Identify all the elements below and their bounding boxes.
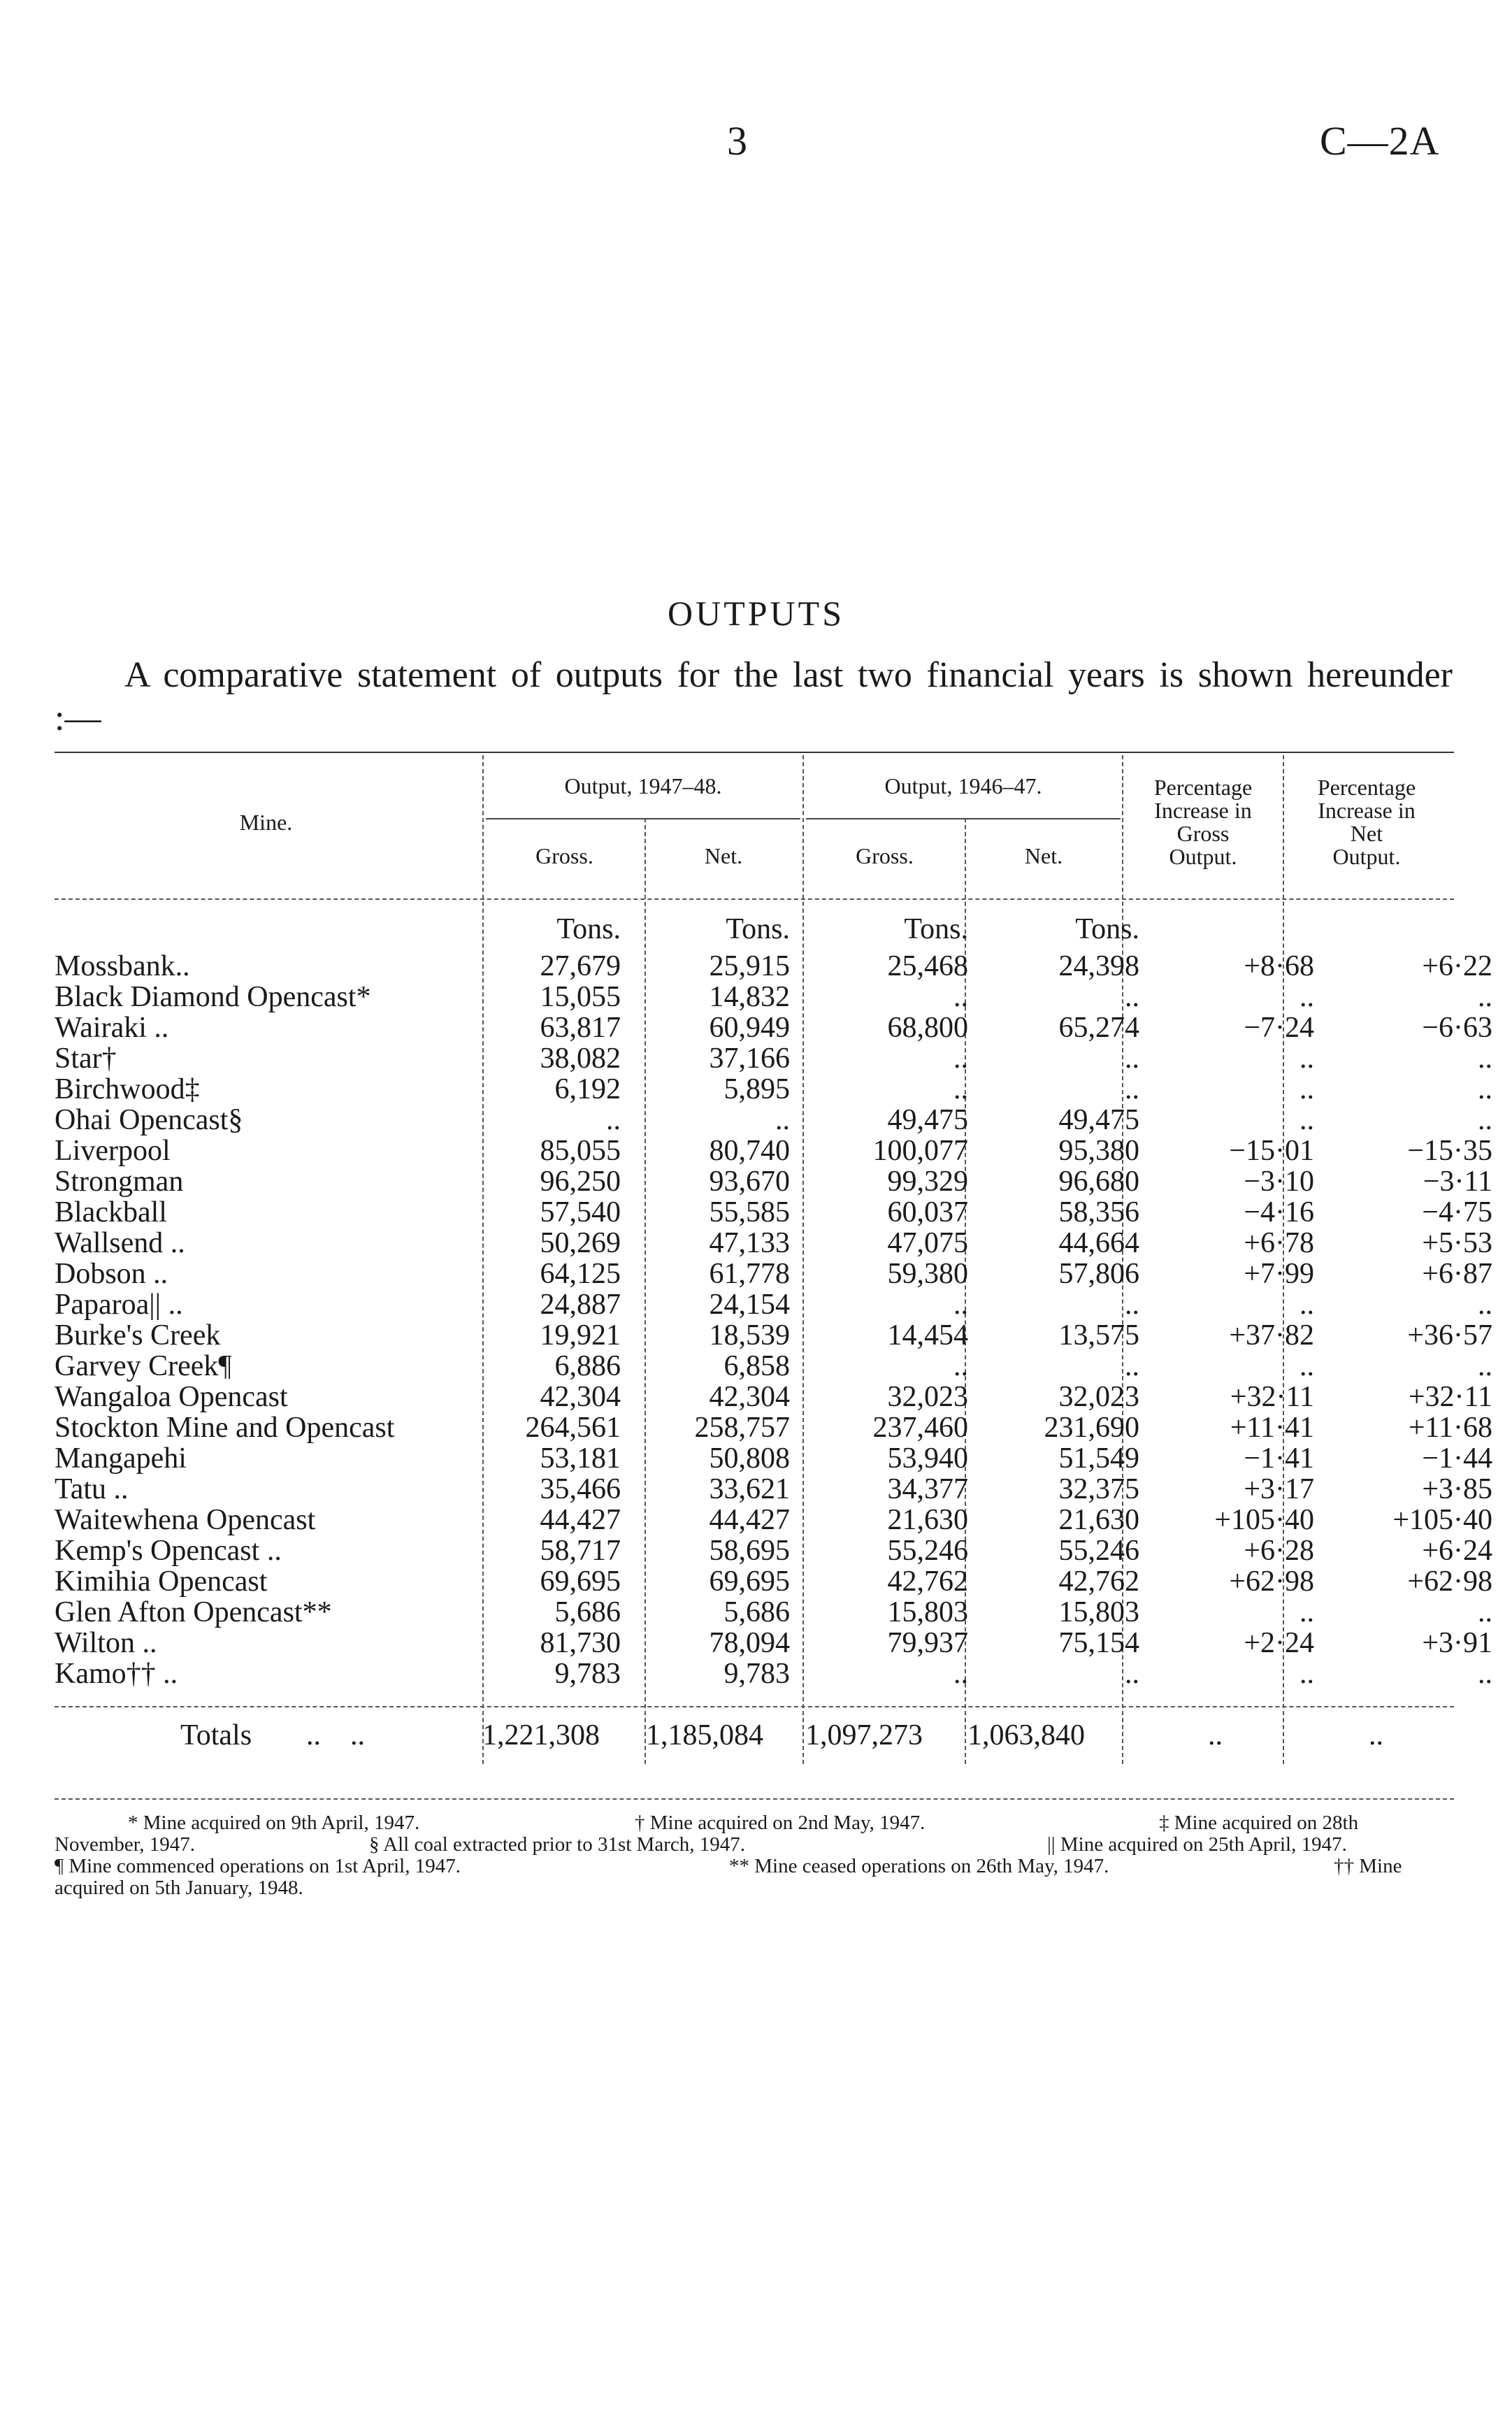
gross-1947-cell: 44,427 [540, 1505, 621, 1535]
footnote-line-1 [55, 1812, 1454, 1834]
net-1947-cell: 33,621 [709, 1474, 790, 1505]
table-row [55, 1597, 1508, 1628]
table-row [55, 1074, 1508, 1105]
gross-1946-cell: 237,460 [872, 1412, 968, 1443]
pct-gross-cell: .. [1299, 1658, 1314, 1689]
header-gross-1947: Gross. [535, 843, 593, 868]
net-1946-cell: 96,680 [1058, 1166, 1139, 1197]
header-pct-gross [1125, 776, 1281, 868]
gross-1946-cell: 34,377 [887, 1474, 968, 1505]
pct-gross-cell: −3·10 [1244, 1166, 1314, 1197]
header-pct-gross-line3: Gross [1176, 821, 1230, 846]
table-row [55, 1535, 1508, 1566]
mine-name: Waitewhena Opencast [55, 1505, 316, 1535]
totals-top-rule [55, 1706, 1454, 1707]
table-row [55, 1566, 1508, 1597]
pct-gross-cell: +37·82 [1229, 1320, 1314, 1351]
gross-1947-cell: 63,817 [540, 1012, 621, 1043]
pct-net-cell: +105·40 [1392, 1505, 1492, 1535]
mine-name: Dobson .. [55, 1259, 168, 1289]
header-pct-net-line3: Net [1350, 821, 1383, 846]
pct-net-cell: .. [1478, 1658, 1492, 1689]
totals-label: Totals [180, 1719, 252, 1751]
header-pct-net-line2: Increase in [1318, 798, 1416, 823]
net-1947-cell: 50,808 [709, 1443, 790, 1474]
footnote-pilcrow: ¶ Mine commenced operations on 1st April, 1947. [55, 1855, 461, 1877]
header-pct-net-line4: Output. [1332, 844, 1401, 869]
net-1947-cell: 25,915 [709, 951, 790, 982]
gross-1947-cell: 64,125 [540, 1259, 621, 1289]
pct-gross-cell: +3·17 [1244, 1474, 1314, 1505]
pct-net-cell: .. [1478, 1074, 1492, 1105]
mine-name: Kimihia Opencast [55, 1566, 268, 1597]
mine-name: Wilton .. [55, 1628, 157, 1658]
net-1947-cell: 47,133 [709, 1228, 790, 1259]
gross-1947-cell: 96,250 [540, 1166, 621, 1197]
mine-name: Garvey Creek¶ [55, 1351, 232, 1382]
net-1947-cell: 14,832 [709, 982, 790, 1012]
table-row [55, 1012, 1508, 1043]
table-row [55, 1135, 1508, 1166]
pct-net-cell: +62·98 [1407, 1566, 1492, 1597]
units-spacer [55, 908, 477, 951]
table-row [55, 1351, 1508, 1382]
footnote-double-dagger-mine: †† Mine [1334, 1855, 1402, 1877]
header-pct-gross-line4: Output. [1169, 844, 1237, 869]
totals-net-1947: 1,185,084 [646, 1719, 763, 1751]
intro-paragraph [55, 654, 1453, 740]
net-1946-cell: 32,375 [1058, 1474, 1139, 1505]
net-1947-cell: 93,670 [709, 1166, 790, 1197]
net-1946-cell: 13,575 [1058, 1320, 1139, 1351]
gross-1947-cell: 50,269 [540, 1228, 621, 1259]
gross-1946-cell: 60,037 [887, 1197, 968, 1228]
table-row [55, 1443, 1508, 1474]
footnote-parallel: || Mine acquired on 25th April, 1947. [1047, 1833, 1347, 1856]
gross-1947-cell: 9,783 [554, 1658, 621, 1689]
table-bottom-rule [55, 1798, 1454, 1800]
header-net-1947: Net. [704, 843, 743, 868]
totals-pct-net: .. [1369, 1719, 1383, 1751]
header-net-1946: Net. [1024, 843, 1063, 868]
gross-1946-cell: 55,246 [887, 1535, 968, 1566]
mine-name: Stockton Mine and Opencast [55, 1412, 395, 1443]
net-1947-cell: 5,895 [723, 1074, 790, 1105]
gross-1946-cell: 15,803 [887, 1597, 968, 1628]
table-row [55, 1228, 1508, 1259]
header-pct-gross-line1: Percentage [1153, 775, 1253, 800]
gross-1946-cell: 14,454 [887, 1320, 968, 1351]
net-1946-cell: .. [1125, 1043, 1139, 1074]
pct-gross-cell: +11·41 [1230, 1412, 1314, 1443]
gross-1946-cell: 68,800 [887, 1012, 968, 1043]
unit-net-1947: Tons. [726, 913, 790, 945]
pct-gross-cell: .. [1299, 982, 1314, 1012]
pct-gross-cell: −7·24 [1244, 1012, 1314, 1043]
unit-pct-net [1330, 908, 1508, 951]
gross-1947-cell: 15,055 [540, 982, 621, 1012]
pct-net-cell: +6·87 [1422, 1259, 1492, 1289]
net-1947-cell: 6,858 [723, 1351, 790, 1382]
mine-name: Black Diamond Opencast* [55, 982, 371, 1012]
net-1946-cell: .. [1125, 1658, 1139, 1689]
table-row [55, 1628, 1508, 1658]
pct-net-cell: +36·57 [1407, 1320, 1492, 1351]
gross-1947-cell: 58,717 [540, 1535, 621, 1566]
pct-gross-cell: +8·68 [1244, 951, 1314, 982]
header-bottom-rule [55, 898, 1454, 900]
net-1947-cell: 69,695 [709, 1566, 790, 1597]
header-gross-1946: Gross. [856, 843, 914, 868]
pct-net-cell: −3·11 [1423, 1166, 1492, 1197]
pct-net-cell: .. [1478, 982, 1492, 1012]
table-row [55, 1382, 1508, 1412]
mine-name: Kamo†† .. [55, 1658, 178, 1689]
units-row [55, 908, 1508, 951]
mine-name: Tatu .. [55, 1474, 129, 1505]
pct-net-cell: +3·91 [1422, 1628, 1492, 1658]
gross-1946-cell: 100,077 [872, 1135, 968, 1166]
footnote-dagger: † Mine acquired on 2nd May, 1947. [635, 1812, 926, 1834]
gross-1946-cell: .. [953, 1289, 968, 1320]
gross-1946-cell: 32,023 [887, 1382, 968, 1412]
net-1946-cell: 24,398 [1058, 951, 1139, 982]
table-top-rule [55, 752, 1454, 753]
net-1946-cell: 32,023 [1058, 1382, 1139, 1412]
net-1947-cell: 58,695 [709, 1535, 790, 1566]
pct-net-cell: .. [1478, 1597, 1492, 1628]
unit-gross-1947: Tons. [556, 913, 621, 945]
pct-net-cell: .. [1478, 1105, 1492, 1135]
net-1946-cell: .. [1125, 982, 1139, 1012]
pct-net-cell: +5·53 [1422, 1228, 1492, 1259]
header-pct-net [1286, 776, 1447, 868]
outputs-table [55, 908, 1508, 1689]
pct-gross-cell: −4·16 [1244, 1197, 1314, 1228]
gross-1946-cell: .. [953, 1074, 968, 1105]
gross-1946-cell: 47,075 [887, 1228, 968, 1259]
gross-1947-cell: 69,695 [540, 1566, 621, 1597]
header-pct-net-line1: Percentage [1317, 775, 1416, 800]
table-row [55, 1474, 1508, 1505]
mine-name: Burke's Creek [55, 1320, 221, 1351]
net-1946-cell: 21,630 [1058, 1505, 1139, 1535]
mine-name: Wallsend .. [55, 1228, 185, 1259]
pct-gross-cell: +32·11 [1230, 1382, 1314, 1412]
net-1946-cell: 58,356 [1058, 1197, 1139, 1228]
gross-1947-cell: 27,679 [540, 951, 621, 982]
net-1947-cell: 60,949 [709, 1012, 790, 1043]
pct-gross-cell: +105·40 [1214, 1505, 1314, 1535]
header-mine: Mine. [239, 810, 293, 835]
table-row [55, 1320, 1508, 1351]
totals-gross-1946: 1,097,273 [805, 1719, 923, 1751]
mine-name: Blackball [55, 1197, 167, 1228]
net-1947-cell: 55,585 [709, 1197, 790, 1228]
net-1946-cell: 15,803 [1058, 1597, 1139, 1628]
net-1947-cell: 42,304 [709, 1382, 790, 1412]
net-1946-cell: .. [1125, 1074, 1139, 1105]
mine-name: Mossbank.. [55, 951, 190, 982]
pct-gross-cell: −15·01 [1229, 1135, 1314, 1166]
gross-1947-cell: 264,561 [525, 1412, 621, 1443]
net-1946-cell: 51,549 [1058, 1443, 1139, 1474]
section-title: OUTPUTS [667, 594, 845, 633]
net-1947-cell: 44,427 [709, 1505, 790, 1535]
totals-pct-gross: .. [1208, 1719, 1223, 1751]
net-1947-cell: 24,154 [709, 1289, 790, 1320]
footnote-line-2 [55, 1834, 1454, 1856]
pct-net-cell: .. [1478, 1289, 1492, 1320]
net-1947-cell: .. [775, 1105, 790, 1135]
outputs-table-body [55, 908, 1508, 1689]
gross-1947-cell: 85,055 [540, 1135, 621, 1166]
pct-gross-cell: .. [1299, 1289, 1314, 1320]
net-1946-cell: 44,664 [1058, 1228, 1139, 1259]
table-row [55, 1412, 1508, 1443]
gross-1947-cell: 6,192 [554, 1074, 621, 1105]
net-1947-cell: 80,740 [709, 1135, 790, 1166]
table-row [55, 1289, 1508, 1320]
pct-gross-cell: +6·78 [1244, 1228, 1314, 1259]
footnote-star: * Mine acquired on 9th April, 1947. [128, 1812, 420, 1834]
gross-1947-cell: .. [606, 1105, 621, 1135]
mine-name: Kemp's Opencast .. [55, 1535, 282, 1566]
mine-name: Mangapehi [55, 1443, 187, 1474]
mine-name: Ohai Opencast§ [55, 1105, 243, 1135]
unit-gross-1946: Tons. [904, 913, 968, 945]
net-1947-cell: 37,166 [709, 1043, 790, 1074]
table-row [55, 1166, 1508, 1197]
pct-net-cell: −1·44 [1422, 1443, 1492, 1474]
net-1946-cell: 75,154 [1058, 1628, 1139, 1658]
net-1947-cell: 9,783 [723, 1658, 790, 1689]
pct-net-cell: +3·85 [1422, 1474, 1492, 1505]
table-row [55, 1259, 1508, 1289]
unit-net-1946: Tons. [1075, 913, 1139, 945]
gross-1946-cell: .. [953, 1658, 968, 1689]
pct-gross-cell: .. [1299, 1043, 1314, 1074]
gross-1947-cell: 57,540 [540, 1197, 621, 1228]
pct-net-cell: +32·11 [1408, 1382, 1492, 1412]
header-pct-gross-line2: Increase in [1154, 798, 1252, 823]
pct-gross-cell: +2·24 [1244, 1628, 1314, 1658]
pct-gross-cell: .. [1299, 1597, 1314, 1628]
gross-1947-cell: 53,181 [540, 1443, 621, 1474]
gross-1947-cell: 24,887 [540, 1289, 621, 1320]
table-row [55, 982, 1508, 1012]
mine-name: Liverpool [55, 1135, 171, 1166]
gross-1946-cell: .. [953, 1043, 968, 1074]
gross-1947-cell: 81,730 [540, 1628, 621, 1658]
net-1946-cell: 49,475 [1058, 1105, 1139, 1135]
net-1947-cell: 5,686 [723, 1597, 790, 1628]
gross-1946-cell: 59,380 [887, 1259, 968, 1289]
table-row [55, 951, 1508, 982]
table-row [55, 1197, 1508, 1228]
mine-name: Paparoa|| .. [55, 1289, 183, 1320]
group-rule-1946 [806, 818, 1121, 819]
gross-1946-cell: .. [953, 1351, 968, 1382]
pct-gross-cell: .. [1299, 1074, 1314, 1105]
pct-gross-cell: .. [1299, 1351, 1314, 1382]
mine-name: Wairaki .. [55, 1012, 169, 1043]
totals-gross-1947: 1,221,308 [482, 1719, 600, 1751]
intro-text: A comparative statement of outputs for the last two financial years is shown hereunder :— [55, 655, 1453, 738]
gross-1946-cell: 21,630 [887, 1505, 968, 1535]
header-output-1946: Output, 1946–47. [884, 773, 1042, 798]
net-1947-cell: 18,539 [709, 1320, 790, 1351]
net-1946-cell: 55,246 [1058, 1535, 1139, 1566]
mine-name: Strongman [55, 1166, 184, 1197]
footnote-line-4 [55, 1877, 1454, 1899]
gross-1946-cell: 42,762 [887, 1566, 968, 1597]
gross-1946-cell: 99,329 [887, 1166, 968, 1197]
pct-gross-cell: +7·99 [1244, 1259, 1314, 1289]
table-row [55, 1505, 1508, 1535]
footnote-double-dagger-cont: November, 1947. [55, 1833, 195, 1856]
group-rule-1947 [486, 818, 800, 819]
pct-gross-cell: +62·98 [1229, 1566, 1314, 1597]
gross-1946-cell: .. [953, 982, 968, 1012]
pct-gross-cell: .. [1299, 1105, 1314, 1135]
footnote-double-dagger: ‡ Mine acquired on 28th [1159, 1812, 1359, 1834]
footnotes [55, 1812, 1454, 1899]
gross-1946-cell: 49,475 [887, 1105, 968, 1135]
pct-net-cell: .. [1478, 1351, 1492, 1382]
pct-net-cell: −6·63 [1422, 1012, 1492, 1043]
net-1947-cell: 258,757 [694, 1412, 790, 1443]
net-1946-cell: 42,762 [1058, 1566, 1139, 1597]
mine-name: Birchwood‡ [55, 1074, 200, 1105]
net-1946-cell: 95,380 [1058, 1135, 1139, 1166]
gross-1947-cell: 5,686 [554, 1597, 621, 1628]
totals-net-1946: 1,063,840 [967, 1719, 1085, 1751]
net-1947-cell: 61,778 [709, 1259, 790, 1289]
footnote-section: § All coal extracted prior to 31st March, 1947. [369, 1833, 745, 1856]
pct-gross-cell: −1·41 [1244, 1443, 1314, 1474]
gross-1947-cell: 6,886 [554, 1351, 621, 1382]
document-code: C—2A [1320, 118, 1440, 164]
table-row [55, 1105, 1508, 1135]
pct-net-cell: −15·35 [1407, 1135, 1492, 1166]
gross-1947-cell: 35,466 [540, 1474, 621, 1505]
pct-net-cell: +6·24 [1422, 1535, 1492, 1566]
gross-1946-cell: 79,937 [887, 1628, 968, 1658]
gross-1947-cell: 42,304 [540, 1382, 621, 1412]
table-row [55, 1658, 1508, 1689]
header-output-1947: Output, 1947–48. [564, 773, 722, 798]
totals-label-dots: .. .. [306, 1719, 365, 1751]
net-1946-cell: .. [1125, 1351, 1139, 1382]
footnote-double-dagger-mine-cont: acquired on 5th January, 1948. [55, 1877, 303, 1899]
net-1946-cell: 65,274 [1058, 1012, 1139, 1043]
gross-1947-cell: 19,921 [540, 1320, 621, 1351]
pct-net-cell: +6·22 [1422, 951, 1492, 982]
pct-gross-cell: +6·28 [1244, 1535, 1314, 1566]
footnote-line-3 [55, 1856, 1454, 1877]
unit-pct-gross [1153, 908, 1330, 951]
mine-name: Wangaloa Opencast [55, 1382, 288, 1412]
mine-name: Glen Afton Opencast** [55, 1597, 332, 1628]
gross-1946-cell: 53,940 [887, 1443, 968, 1474]
net-1946-cell: .. [1125, 1289, 1139, 1320]
gross-1947-cell: 38,082 [540, 1043, 621, 1074]
page-number: 3 [727, 118, 747, 164]
net-1946-cell: 231,690 [1044, 1412, 1139, 1443]
footnote-double-star: ** Mine ceased operations on 26th May, 1947. [729, 1855, 1109, 1877]
gross-1946-cell: 25,468 [887, 951, 968, 982]
pct-net-cell: +11·68 [1408, 1412, 1492, 1443]
pct-net-cell: −4·75 [1422, 1197, 1492, 1228]
table-row [55, 1043, 1508, 1074]
mine-name: Star† [55, 1043, 117, 1074]
net-1946-cell: 57,806 [1058, 1259, 1139, 1289]
net-1947-cell: 78,094 [709, 1628, 790, 1658]
pct-net-cell: .. [1478, 1043, 1492, 1074]
